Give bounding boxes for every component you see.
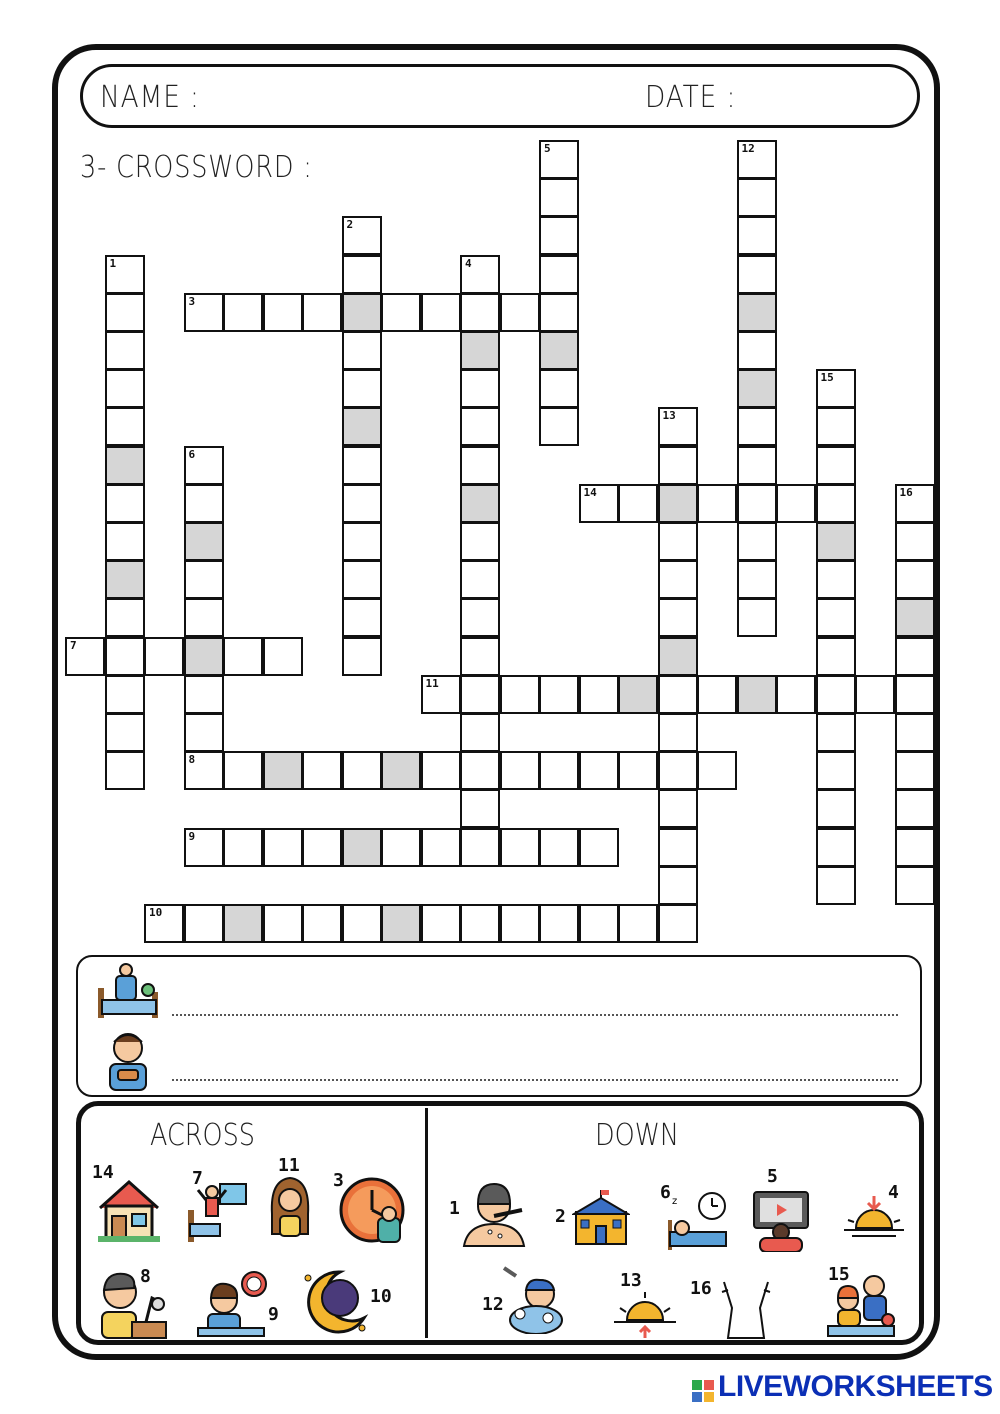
crossword-cell[interactable] <box>421 828 461 867</box>
clue-number: 2 <box>346 218 354 232</box>
crossword-cell[interactable] <box>737 331 777 370</box>
crossword-cell[interactable] <box>184 522 224 561</box>
clue-number: 13 <box>662 409 676 423</box>
crossword-cell[interactable] <box>658 522 698 561</box>
crossword-cell[interactable] <box>302 293 342 332</box>
clue-number: 7 <box>70 638 77 652</box>
clue-number: 5 <box>544 142 551 155</box>
house-icon <box>94 1176 164 1244</box>
family-breakfast-icon <box>826 1270 896 1340</box>
crossword-cell[interactable] <box>816 713 856 752</box>
crossword-cell[interactable] <box>342 216 382 255</box>
crossword-cell[interactable] <box>539 178 579 217</box>
crossword-cell[interactable] <box>658 828 698 867</box>
crossword-cell[interactable] <box>579 484 619 523</box>
crossword-cell[interactable] <box>895 522 935 561</box>
clue-number: 6 <box>188 447 196 461</box>
crossword-cell[interactable] <box>658 904 698 943</box>
writing-box <box>76 955 922 1097</box>
crossword-cell[interactable] <box>737 255 777 294</box>
crossword-cell[interactable] <box>184 675 224 714</box>
school-icon <box>572 1190 630 1248</box>
crossword-cell[interactable] <box>223 751 263 790</box>
across-clue-9-number: 9 <box>268 1304 279 1325</box>
crossword-cell[interactable] <box>184 637 224 676</box>
crossword-cell[interactable] <box>342 598 382 637</box>
crossword-cell[interactable] <box>460 484 500 523</box>
moon-night-icon <box>300 1266 370 1336</box>
crossword-cell[interactable] <box>618 484 658 523</box>
crossword-cell[interactable] <box>539 369 579 408</box>
crossword-cell[interactable] <box>618 675 658 714</box>
crossword-cell[interactable] <box>737 140 777 179</box>
crossword-cell[interactable] <box>895 713 935 752</box>
crossword-cell[interactable] <box>816 828 856 867</box>
clue-number: 12 <box>741 142 755 155</box>
down-clue-13-number: 13 <box>620 1270 642 1291</box>
clue-number: 3 <box>188 294 196 308</box>
crossword-cell[interactable] <box>816 484 856 523</box>
crossword-cell[interactable] <box>500 675 540 714</box>
crossword-cell[interactable] <box>144 904 184 943</box>
liveworksheets-logo-icon <box>692 1372 716 1406</box>
crossword-cell[interactable] <box>816 522 856 561</box>
crossword-cell[interactable] <box>223 637 263 676</box>
across-clue-8-number: 8 <box>140 1266 151 1287</box>
down-clue-5-number: 5 <box>767 1166 778 1187</box>
crossword-cell[interactable] <box>342 407 382 446</box>
down-clue-16-number: 16 <box>690 1278 712 1299</box>
crossword-cell[interactable] <box>342 446 382 485</box>
crossword-cell[interactable] <box>500 828 540 867</box>
crossword-cell[interactable] <box>658 407 698 446</box>
crossword-cell[interactable] <box>460 255 500 294</box>
crossword-cell[interactable] <box>737 446 777 485</box>
crossword-cell[interactable] <box>105 369 145 408</box>
sunset-icon <box>842 1194 906 1244</box>
crossword-cell[interactable] <box>184 484 224 523</box>
crossword-cell[interactable] <box>342 331 382 370</box>
crossword-cell[interactable] <box>697 751 737 790</box>
crossword-cell[interactable] <box>460 560 500 599</box>
across-clue-10-number: 10 <box>370 1286 392 1307</box>
crossword-cell[interactable] <box>658 675 698 714</box>
clue-number: 1 <box>109 256 117 270</box>
crossword-cell[interactable] <box>816 789 856 828</box>
crossword-cell[interactable] <box>105 446 145 485</box>
dinner-icon <box>196 1270 268 1338</box>
crossword-cell[interactable] <box>816 866 856 905</box>
shower-icon <box>500 1262 564 1334</box>
crossword-cell[interactable] <box>658 789 698 828</box>
crossword-cell[interactable] <box>895 751 935 790</box>
crossword-cell[interactable] <box>105 637 145 676</box>
crossword-cell[interactable] <box>105 484 145 523</box>
crossword-cell[interactable] <box>895 598 935 637</box>
crossword-cell[interactable] <box>618 904 658 943</box>
writing-line-2[interactable] <box>172 1079 898 1081</box>
crossword-cell[interactable] <box>184 751 224 790</box>
crossword-cell[interactable] <box>421 904 461 943</box>
name-date-bar <box>80 64 920 128</box>
getting-dressed-icon <box>718 1278 774 1340</box>
crossword-cell[interactable] <box>697 675 737 714</box>
crossword-cell[interactable] <box>579 828 619 867</box>
crossword-cell[interactable] <box>579 675 619 714</box>
crossword-cell[interactable] <box>105 560 145 599</box>
lunch-time-clock-icon <box>338 1176 408 1246</box>
crossword-cell[interactable] <box>184 904 224 943</box>
writing-line-1[interactable] <box>172 1014 898 1016</box>
crossword-cell[interactable] <box>105 407 145 446</box>
down-clue-1-number: 1 <box>449 1198 460 1219</box>
crossword-cell[interactable] <box>460 675 500 714</box>
crossword-cell[interactable] <box>460 293 500 332</box>
making-bed-icon <box>96 962 162 1022</box>
crossword-cell[interactable] <box>895 866 935 905</box>
crossword-cell[interactable] <box>263 293 303 332</box>
crossword-cell[interactable] <box>65 637 105 676</box>
across-clue-14-number: 14 <box>92 1162 114 1183</box>
crossword-cell[interactable] <box>816 446 856 485</box>
crossword-cell[interactable] <box>895 637 935 676</box>
crossword-cell[interactable] <box>816 598 856 637</box>
crossword-cell[interactable] <box>460 446 500 485</box>
crossword-cell[interactable] <box>460 637 500 676</box>
crossword-cell[interactable] <box>737 675 777 714</box>
crossword-cell[interactable] <box>342 904 382 943</box>
across-clue-11-number: 11 <box>278 1155 300 1176</box>
crossword-cell[interactable] <box>658 751 698 790</box>
crossword-cell[interactable] <box>105 675 145 714</box>
crossword-cell[interactable] <box>539 216 579 255</box>
crossword-cell[interactable] <box>658 598 698 637</box>
crossword-cell[interactable] <box>263 828 303 867</box>
crossword-cell[interactable] <box>895 484 935 523</box>
crossword-cell[interactable] <box>500 293 540 332</box>
crossword-cell[interactable] <box>539 407 579 446</box>
crossword-cell[interactable] <box>105 522 145 561</box>
crossword-cell[interactable] <box>658 866 698 905</box>
clue-number: 14 <box>583 485 597 499</box>
crossword-cell[interactable] <box>460 828 500 867</box>
crossword-cell[interactable] <box>816 560 856 599</box>
crossword-cell[interactable] <box>658 560 698 599</box>
crossword-cell[interactable] <box>223 904 263 943</box>
crossword-cell[interactable] <box>539 255 579 294</box>
crossword-cell[interactable] <box>500 904 540 943</box>
watching-tv-icon <box>752 1186 810 1252</box>
crossword-cell[interactable] <box>184 828 224 867</box>
crossword-cell[interactable] <box>302 828 342 867</box>
crossword-cell[interactable] <box>342 751 382 790</box>
crossword-cell[interactable] <box>460 598 500 637</box>
crossword-cell[interactable] <box>184 560 224 599</box>
crossword-cell[interactable] <box>539 751 579 790</box>
crossword-cell[interactable] <box>460 904 500 943</box>
crossword-cell[interactable] <box>579 751 619 790</box>
brushing-hair-icon <box>266 1174 314 1240</box>
crossword-cell[interactable] <box>737 484 777 523</box>
crossword-cell[interactable] <box>737 369 777 408</box>
clue-number: 9 <box>188 829 196 843</box>
crossword-cell[interactable] <box>381 904 421 943</box>
page-title: 3- CROSSWORD : <box>80 150 313 185</box>
crossword-cell[interactable] <box>105 598 145 637</box>
crossword-cell[interactable] <box>539 331 579 370</box>
clue-number: 15 <box>820 371 834 385</box>
crossword-cell[interactable] <box>342 637 382 676</box>
crossword-cell[interactable] <box>342 828 382 867</box>
crossword-cell[interactable] <box>816 369 856 408</box>
date-label: DATE : <box>645 80 737 115</box>
crossword-cell[interactable] <box>460 522 500 561</box>
crossword-cell[interactable] <box>855 675 895 714</box>
sleeping-icon <box>666 1190 728 1252</box>
crossword-cell[interactable] <box>381 828 421 867</box>
down-clue-6-number: 6 <box>660 1182 671 1203</box>
crossword-cell[interactable] <box>895 675 935 714</box>
clue-number: 10 <box>149 906 163 919</box>
crossword-cell[interactable] <box>737 293 777 332</box>
crossword-cell[interactable] <box>539 293 579 332</box>
crossword-cell[interactable] <box>737 522 777 561</box>
crossword-cell[interactable] <box>421 293 461 332</box>
across-title: ACROSS <box>150 1118 255 1153</box>
crossword-cell[interactable] <box>184 293 224 332</box>
crossword-cell[interactable] <box>737 216 777 255</box>
across-clue-3-number: 3 <box>333 1170 344 1191</box>
crossword-cell[interactable] <box>658 637 698 676</box>
crossword-cell[interactable] <box>895 560 935 599</box>
down-title: DOWN <box>595 1118 680 1153</box>
brushing-teeth-icon <box>460 1180 528 1248</box>
brand-name: LIVEWORKSHEETS <box>718 1370 993 1403</box>
crossword-cell[interactable] <box>223 293 263 332</box>
crossword-cell[interactable] <box>539 904 579 943</box>
crossword-cell[interactable] <box>737 407 777 446</box>
crossword-cell[interactable] <box>105 255 145 294</box>
crossword-cell[interactable] <box>144 637 184 676</box>
crossword-cell[interactable] <box>658 484 698 523</box>
crossword-cell[interactable] <box>381 751 421 790</box>
crossword-cell[interactable] <box>263 637 303 676</box>
crossword-cell[interactable] <box>816 407 856 446</box>
clue-number: 8 <box>188 753 196 767</box>
across-clue-7-number: 7 <box>192 1168 203 1189</box>
crossword-cell[interactable] <box>737 560 777 599</box>
crossword-cell[interactable] <box>105 751 145 790</box>
crossword-cell[interactable] <box>223 828 263 867</box>
crossword-cell[interactable] <box>105 713 145 752</box>
crossword-cell[interactable] <box>776 675 816 714</box>
crossword-cell[interactable] <box>342 255 382 294</box>
crossword-cell[interactable] <box>342 484 382 523</box>
crossword-cell[interactable] <box>460 369 500 408</box>
crossword-cell[interactable] <box>105 331 145 370</box>
crossword-cell[interactable] <box>460 751 500 790</box>
crossword-cell[interactable] <box>460 331 500 370</box>
crossword-cell[interactable] <box>697 484 737 523</box>
crossword-cell[interactable] <box>500 751 540 790</box>
crossword-cell[interactable] <box>342 560 382 599</box>
down-clue-15-number: 15 <box>828 1264 850 1285</box>
crossword-cell[interactable] <box>460 789 500 828</box>
crossword-cell[interactable] <box>460 407 500 446</box>
crossword-cell[interactable] <box>737 178 777 217</box>
clue-number: 4 <box>465 256 472 270</box>
crossword-cell[interactable] <box>460 713 500 752</box>
down-clue-4-number: 4 <box>888 1182 899 1203</box>
crossword-cell[interactable] <box>381 293 421 332</box>
svg-text:z: z <box>672 1196 678 1207</box>
down-clue-12-number: 12 <box>482 1294 504 1315</box>
sunrise-icon <box>612 1290 678 1340</box>
studying-icon <box>96 1268 168 1340</box>
crossword-cell[interactable] <box>737 598 777 637</box>
down-clue-2-number: 2 <box>555 1206 566 1227</box>
clue-number: 11 <box>425 676 439 690</box>
crossword-cell[interactable] <box>302 904 342 943</box>
waking-up-icon <box>186 1180 252 1244</box>
clue-number: 16 <box>899 485 913 499</box>
crossword-cell[interactable] <box>421 675 461 714</box>
crossword-cell[interactable] <box>895 789 935 828</box>
crossword-cell[interactable] <box>816 675 856 714</box>
crossword-cell[interactable] <box>539 828 579 867</box>
crossword-cell[interactable] <box>539 675 579 714</box>
crossword-cell[interactable] <box>263 904 303 943</box>
crossword-cell[interactable] <box>342 522 382 561</box>
crossword-cell[interactable] <box>184 713 224 752</box>
crossword-cell[interactable] <box>302 751 342 790</box>
crossword-cell[interactable] <box>658 713 698 752</box>
crossword-cell[interactable] <box>421 751 461 790</box>
crossword-cell[interactable] <box>184 446 224 485</box>
crossword-cell[interactable] <box>342 293 382 332</box>
crossword-cell[interactable] <box>184 598 224 637</box>
eating-breakfast-icon <box>102 1030 154 1092</box>
crossword-cell[interactable] <box>342 369 382 408</box>
crossword-cell[interactable] <box>658 446 698 485</box>
crossword-cell[interactable] <box>105 293 145 332</box>
crossword-cell[interactable] <box>618 751 658 790</box>
crossword-cell[interactable] <box>816 751 856 790</box>
clues-divider <box>425 1108 428 1338</box>
name-label: NAME : <box>100 80 200 115</box>
crossword-cell[interactable] <box>539 140 579 179</box>
crossword-cell[interactable] <box>776 484 816 523</box>
crossword-cell[interactable] <box>579 904 619 943</box>
crossword-cell[interactable] <box>816 637 856 676</box>
crossword-cell[interactable] <box>895 828 935 867</box>
crossword-cell[interactable] <box>263 751 303 790</box>
